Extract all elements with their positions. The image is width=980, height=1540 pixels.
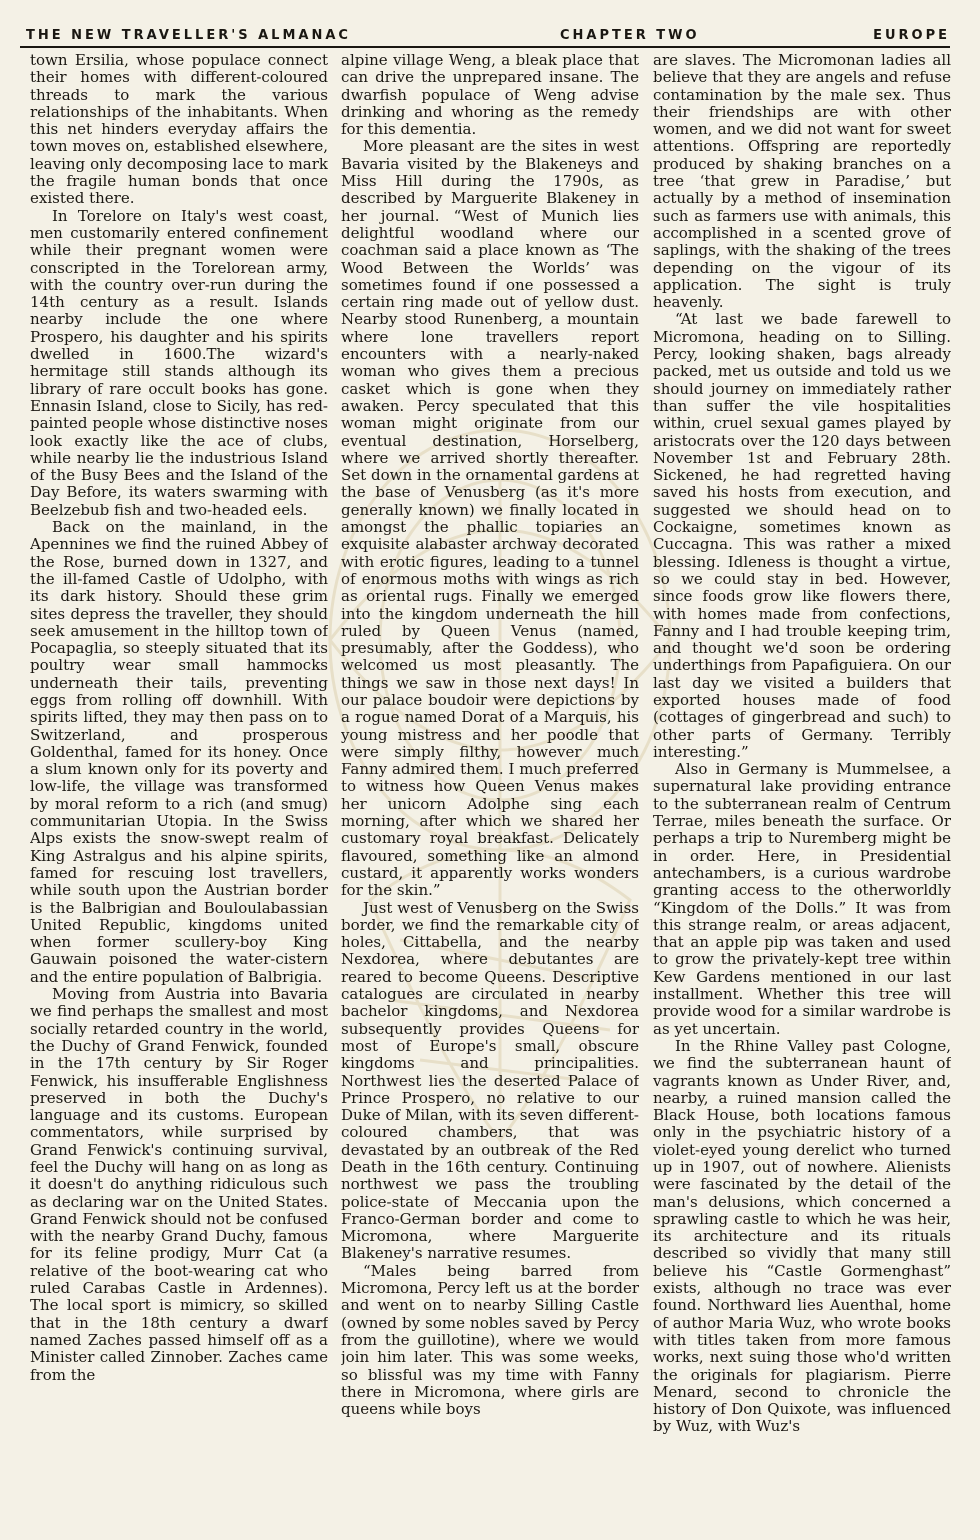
book-title: THE NEW TRAVELLER'S ALMANAC bbox=[26, 28, 351, 43]
paragraph: “At last we bade farewell to Micromona, heading on to Silling. Percy, looking shaken, bags already packed, met us outside and told us we should journey on immediately rather than suffer the vile hospitalities within, cruel sexual games played by aristocrats over the 120 days between November 1st and February 28th. Sickened, he had regretted having saved his hosts from execution, and suggested we should head on to Cockaigne, sometimes known as Cuccagna. This was rather a mixed blessing. Idleness is thought a virtue, so we could stay in bed. However, since foods grow like flowers there, with homes made from confections, Fanny and I had trouble keeping trim, and thought we'd soon be ordering underthings from Papafiguiera. On our last day we visited a builders that exported houses made of food (cottages of gingerbread and such) to other parts of Germany. Terribly interesting.” bbox=[653, 310, 951, 761]
paragraph: Also in Germany is Mummelsee, a supernatural lake providing entrance to the subterranean realm of Centrum Terrae, miles beneath the surface. Or perhaps a trip to Nuremberg might be in order. Here, in Presidential antechambers, is a curious wardrobe granting access to the otherworldly “Kingdom of the Dolls.” It was from this strange realm, or areas adjacent, that an apple pip was taken and used to grow the privately-kept tree within Kew Gardens mentioned in our last installment. Whether this tree will provide wood for a similar wardrobe is as yet uncertain. bbox=[653, 760, 951, 1038]
paragraph: In the Rhine Valley past Cologne, we find the subterranean haunt of vagrants known as Under River, and, nearby, a ruined mansion called the Black House, both locations famous only in the psychiatric history of a violet-eyed young derelict who turned up in 1907, out of nowhere. Alienists were fascinated by the detail of the man's delusions, which concerned a sprawling castle to which he was heir, its architecture and its rituals described so vividly that many still believe his “Castle Gormenghast” exists, although no trace was ever found. Northward lies Auenthal, home of author Maria Wuz, who wrote books with titles taken from more famous works, next suing those who'd written the originals for plagiarism. Pierre Menard, second to chronicle the history of Don Quixote, was influenced by Wuz, with Wuz's bbox=[653, 1036, 951, 1436]
text-column-3 bbox=[653, 52, 951, 1532]
paragraph: town Ersilia, whose populace connect their homes with different-coloured threads to mark the various relationships of the inhabitants. When this net hinders everyday affairs the town moves on, established elsewhere, leaving only decomposing lace to mark the fragile human bonds that once existed there. bbox=[30, 52, 328, 208]
text-column-2 bbox=[341, 52, 639, 1532]
paragraph: are slaves. The Micromonan ladies all believe that they are angels and refuse contamination by the male sex. Thus their friendships are with other women, and we did not want for sweet attentions. Offspring are reportedly produced by shaking branches on a tree ‘that grew in Paradise,’ but actually by a method of insemination such as farmers use with animals, this accomplished in a scented grove of saplings, with the shaking of the trees depending on the vigour of its application. The sight is truly heavenly. bbox=[653, 52, 951, 312]
section-label: EUROPE bbox=[873, 28, 950, 43]
paragraph: alpine village Weng, a bleak place that can drive the unprepared insane. The dwarfish populace of Weng advise drinking and whoring as the remedy for this dementia. bbox=[341, 52, 639, 139]
paragraph: “Males being barred from Micromona, Percy left us at the border and went on to nearby Silling Castle (owned by some nobles saved by Percy from the guillotine), where we would join him later. This was some weeks, so blissful was my time with Fanny there in Micromona, where girls are queens while boys bbox=[341, 1261, 639, 1419]
paragraph: Back on the mainland, in the Apennines we find the ruined Abbey of the Rose, burned down in 1327, and the ill-famed Castle of Udolpho, with its dark history. Should these grim sites depress the traveller, they should seek amusement in the hilltop town of Pocapaglia, so steeply situated that its poultry wear small hammocks underneath their tails, preventing eggs from rolling off downhill. With spirits lifted, they may then pass on to Switzerland, and prosperous Goldenthal, famed for its honey. Once a slum known only for its poverty and low-life, the village was transformed by moral reform to a rich (and smug) communitarian Utopia. In the Swiss Alps exists the snow-swept realm of King Astralgus and his alpine spirits, famed for rescuing lost travellers, while south upon the Austrian border is the Balbrigian and Bouloulabassian United Republic, kingdoms united when former scullery-boy King Gauwain poisoned the water-cistern and the entire population of Balbrigia. bbox=[30, 518, 328, 986]
paragraph: Moving from Austria into Bavaria we find perhaps the smallest and most socially retarded country in the world, the Duchy of Grand Fenwick, founded in the 17th century by Sir Roger Fenwick, his insufferable Englishness preserved in both the Duchy's language and its customs. European commentators, while surprised by Grand Fenwick's continuing survival, feel the Duchy will hang on as long as it doesn't do anything ridiculous such as declaring war on the United States. Grand Fenwick should not be confused with the nearby Grand Duchy, famous for its feline prodigy, Murr Cat (a relative of the boot-wearing cat who ruled Carabas Castle in Ardennes). The local sport is mimicry, so skilled that in the 18th century a dwarf named Zaches passed himself off as a Minister called Zinnober. Zaches came from the bbox=[30, 985, 328, 1384]
text-column-1 bbox=[30, 52, 328, 1532]
running-header bbox=[20, 28, 950, 46]
paragraph: In Torelore on Italy's west coast, men customarily entered confinement while their pregnant women were conscripted in the Torelorean army, with the country over-run during the 14th century as a result. Islands nearby include the one where Prospero, his daughter and his spirits dwelled in 1600.The wizard's hermitage still stands although its library of rare occult books has gone. Ennasin Island, close to Sicily, has red-painted people whose distinctive noses look exactly like the ace of clubs, while nearby lie the industrious Island of the Busy Bees and the Island of the Day Before, its waters swarming with Beelzebub fish and two-headed eels. bbox=[30, 206, 328, 519]
paragraph: More pleasant are the sites in west Bavaria visited by the Blakeneys and Miss Hill during the 1790s, as described by Marguerite Blakeney in her journal. “West of Munich lies delightful woodland where our coachman said a place known as ‘The Wood Between the Worlds’ was sometimes found if one possessed a certain ring made out of yellow dust. Nearby stood Runenberg, a mountain where lone travellers report encounters with a nearly-naked woman who gives them a precious casket which is gone when they awaken. Percy speculated that this woman might originate from our eventual destination, Horselberg, where we arrived shortly thereafter. Set down in the ornamental gardens at the base of Venusberg (as it's more generally known) we finally located in amongst the phallic topiaries an exquisite alabaster archway decorated with erotic figures, leading to a tunnel of enormous moths with wings as rich as oriental rugs. Finally we emerged into the kingdom underneath the hill ruled by Queen Venus (named, presumably, after the Goddess), who welcomed us most pleasantly. The things we saw in those next days! In our palace boudoir were depictions by a rogue named Dorat of a Marquis, his young mistress and her poodle that were simply filthy, however much Fanny admired them. I much preferred to witness how Queen Venus makes her unicorn Adolphe sing each morning, after which we shared her customary royal breakfast. Delicately flavoured, something like an almond custard, it apparently works wonders for the skin.” bbox=[341, 137, 639, 900]
header-rule bbox=[20, 46, 950, 48]
chapter-label: CHAPTER TWO bbox=[560, 28, 700, 43]
paragraph: Just west of Venusberg on the Swiss border, we find the remarkable city of holes, Cittabella, and the nearby Nexdorea, where debutantes are reared to become Queens. Descriptive catalogues are circulated in nearby bachelor kingdoms, and Nexdorea subsequently provides Queens for most of Europe's small, obscure kingdoms and principalities. Northwest lies the deserted Palace of Prince Prospero, no relative to our Duke of Milan, with its seven different-coloured chambers, that was devastated by an outbreak of the Red Death in the 16th century. Continuing northwest we pass the troubling police-state of Meccania upon the Franco-German border and come to Micromona, where Marguerite Blakeney's narrative resumes. bbox=[341, 898, 639, 1263]
